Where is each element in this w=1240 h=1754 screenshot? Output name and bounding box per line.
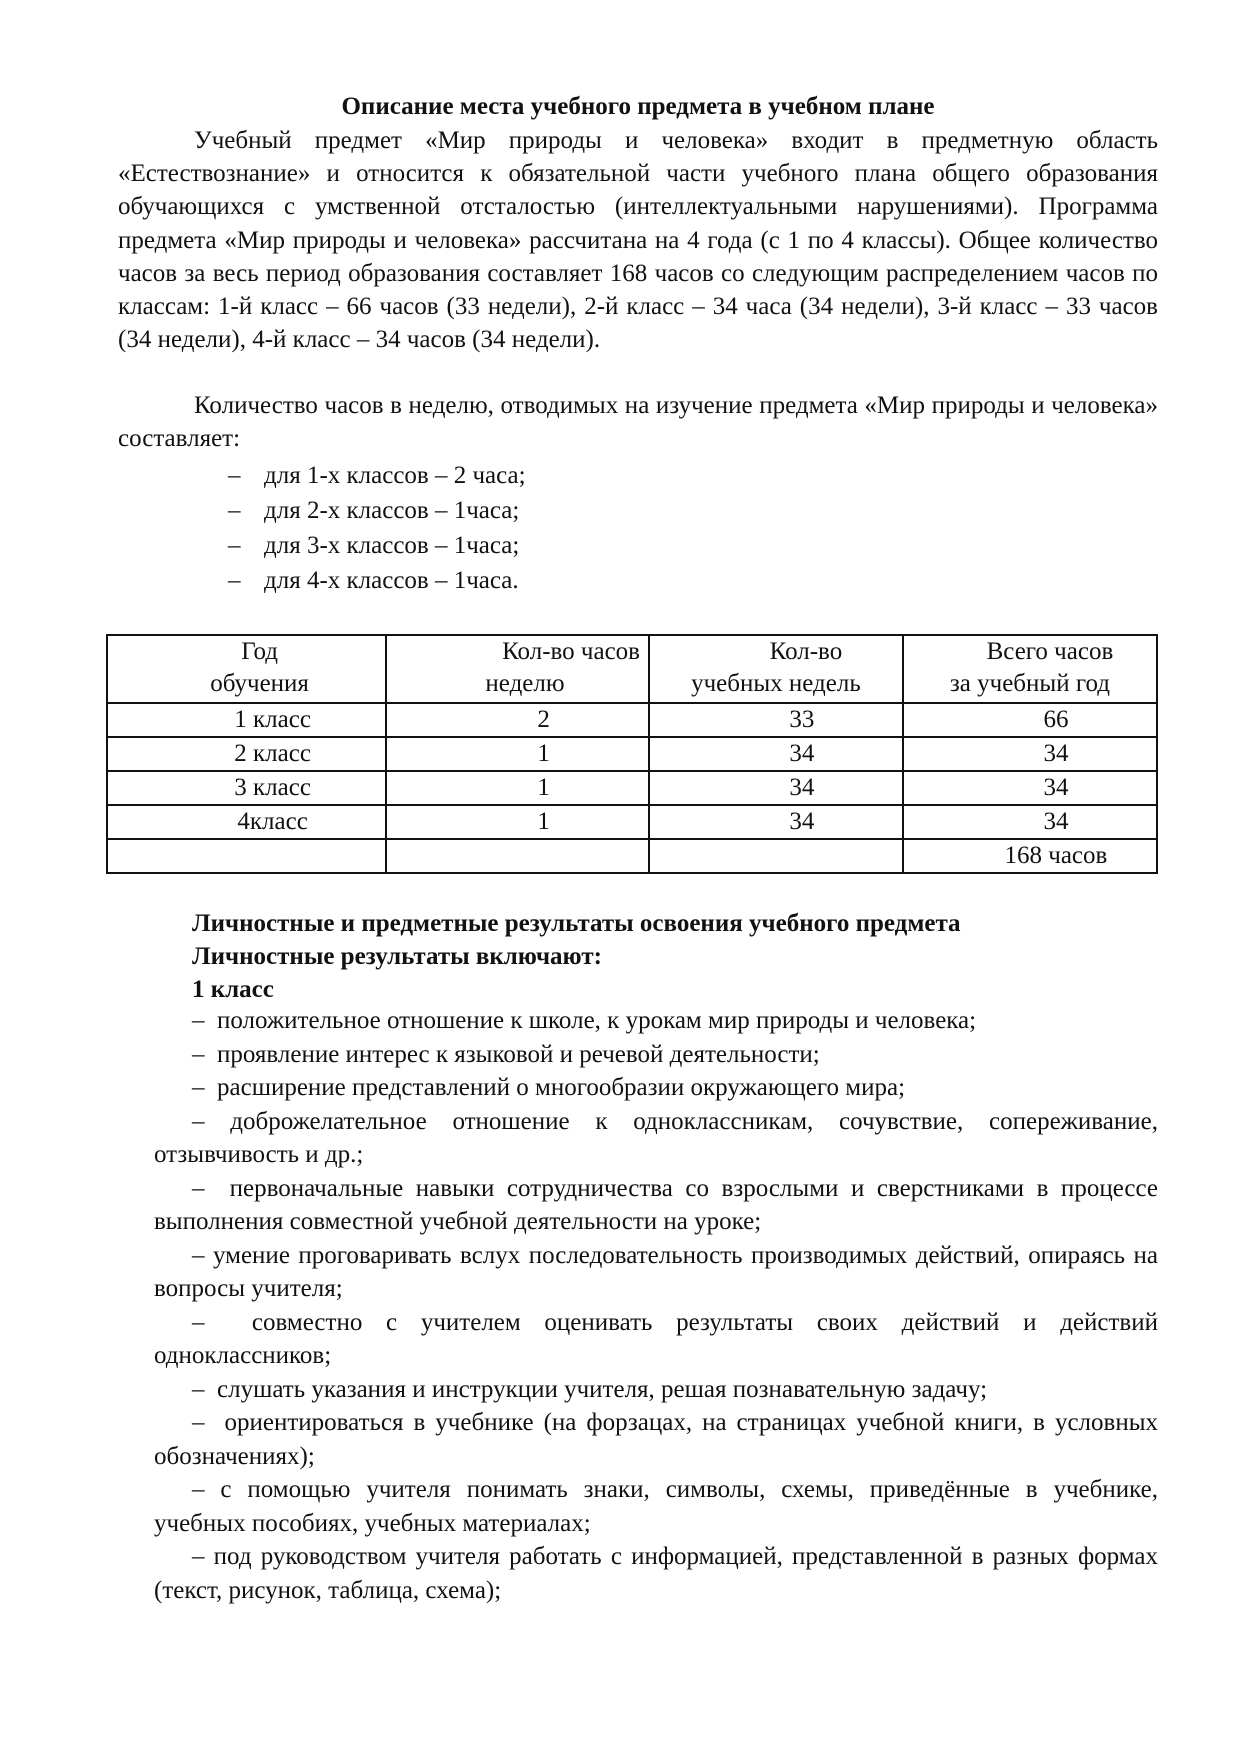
list-item: – для 1-х классов – 2 часа; — [228, 458, 526, 493]
table-header-row — [107, 635, 1157, 703]
header-total-hours: Всего часов за учебный год — [903, 635, 1157, 703]
list-item: – для 3-х классов – 1часа; — [228, 528, 526, 563]
header-year: Год обучения — [107, 635, 386, 703]
paragraph-text: Учебный предмет «Мир природы и человека» входит в предметную область «Естествознание» и относится к обязательной части учебного плана общего образования обучающихся с умственной отсталостью (интеллектуальными нарушениями). Программа предмета «Мир природы и человека» рассчитана на 4 года (с 1 по 4 классы). Общее количество часов за весь период образования составляет 168 часов со следующим распределением часов по классам: 1-й класс – 66 часов (33 недели), 2-й класс – 34 часа (34 недели), 3-й класс – 33 часов (34 недели), 4-й класс – 34 часов (34 недели). — [118, 127, 1158, 354]
list-item: – ориентироваться в учебнике (на форзацах, на страницах учебной книги, в условных обозначениях); — [154, 1409, 1158, 1470]
dash-marker: – — [228, 462, 241, 489]
grade-heading: 1 класс — [192, 976, 274, 1003]
list-item: – слушать указания и инструкции учителя, решая познавательную задачу; — [192, 1375, 988, 1403]
paragraph-text: Количество часов в неделю, отводимых на изучение предмета «Мир природы и человека» составляет: — [118, 392, 1158, 453]
table-row: 3 класс 1 34 34 — [107, 771, 1157, 805]
section-title: Описание места учебного предмета в учебном плане — [341, 93, 935, 120]
table-total-row — [107, 839, 1157, 873]
table-row: 1 класс 2 33 66 — [107, 703, 1157, 737]
hours-distribution-table — [106, 634, 1158, 874]
list-item: – положительное отношение к школе, к урокам мир природы и человека; — [192, 1007, 977, 1034]
dash-marker: – — [228, 532, 241, 559]
list-item: – расширение представлений о многообразии окружающего мира; — [192, 1074, 906, 1101]
results-headings — [192, 907, 961, 1006]
subject-place-paragraph — [118, 124, 1158, 356]
list-item: – первоначальные навыки сотрудничества со взрослыми и сверстниками в процессе выполнения совместной учебной деятельности на уроке; — [154, 1174, 1159, 1235]
list-item: – для 2-х классов – 1часа; — [228, 493, 526, 528]
header-weeks: Кол-во учебных недель — [649, 635, 903, 703]
total-hours: 168 часов — [903, 839, 1157, 873]
results-heading: Личностные и предметные результаты освоения учебного предмета — [192, 910, 961, 937]
list-item: – для 4-х классов – 1часа. — [228, 563, 526, 598]
table-row: 4класс 1 34 34 — [107, 805, 1157, 839]
weekly-hours-paragraph — [118, 389, 1158, 455]
list-item: – умение проговаривать вслух последовательность производимых действий, опираясь на вопросы учителя; — [154, 1241, 1158, 1302]
personal-results-list — [154, 1004, 1158, 1607]
dash-marker: – — [228, 567, 241, 594]
dash-marker: – — [228, 497, 241, 524]
table-row: 2 класс 1 34 34 — [107, 737, 1157, 771]
list-item: – доброжелательное отношение к одноклассникам, сочувствие, сопереживание, отзывчивость и др.; — [154, 1107, 1158, 1168]
list-item: – с помощью учителя понимать знаки, символы, схемы, приведённые в учебнике, учебных пособиях, учебных материалах; — [154, 1476, 1159, 1537]
personal-results-heading: Личностные результаты включают: — [192, 943, 602, 970]
list-item: – под руководством учителя работать с информацией, представленной в разных формах (текст, рисунок, таблица, схема); — [154, 1543, 1159, 1604]
list-item: – совместно с учителем оценивать результаты своих действий и действий одноклассников; — [154, 1308, 1158, 1369]
weekly-hours-list — [228, 458, 526, 598]
header-hours-per-week: Кол-во часов неделю — [386, 635, 649, 703]
list-item: – проявление интерес к языковой и речевой деятельности; — [192, 1040, 820, 1068]
